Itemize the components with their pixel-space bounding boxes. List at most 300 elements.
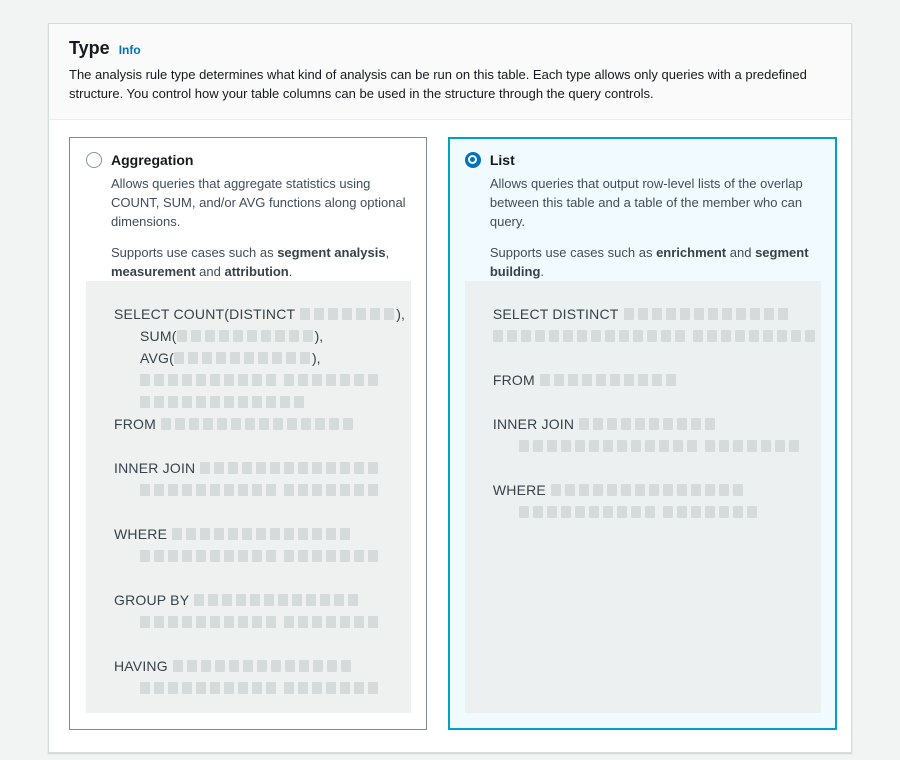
sql-placeholder-block [547, 506, 557, 518]
sql-placeholder-block [661, 330, 671, 342]
sql-placeholder-block [201, 660, 211, 672]
sql-placeholder-block [326, 374, 336, 386]
sql-placeholder-block [298, 616, 308, 628]
sql-placeholder-block [565, 484, 575, 496]
sql-placeholder-block [256, 528, 266, 540]
sql-placeholder-group [161, 418, 353, 430]
sql-placeholder-block [196, 484, 206, 496]
sql-keyword: FROM [114, 415, 157, 432]
sql-placeholder-block [635, 418, 645, 430]
sql-placeholder-block [354, 374, 364, 386]
sql-placeholder-block [175, 418, 185, 430]
sql-placeholder-block [242, 528, 252, 540]
sql-placeholder-block [222, 594, 232, 606]
sql-placeholder-block [210, 484, 220, 496]
tile-aggregation[interactable] [69, 137, 427, 730]
sql-placeholder-block [182, 484, 192, 496]
tile-text-list [490, 174, 821, 281]
sql-placeholder-block [196, 616, 206, 628]
sql-placeholder-block [533, 440, 543, 452]
panel-header [49, 24, 851, 120]
sql-placeholder-block [354, 616, 364, 628]
sql-placeholder-block [270, 462, 280, 474]
sql-placeholder-block [326, 616, 336, 628]
sql-placeholder-block [196, 374, 206, 386]
sql-placeholder-block [219, 330, 229, 342]
sql-placeholder-block [368, 616, 378, 628]
sql-placeholder-block [561, 440, 571, 452]
tile-label-aggregation: Aggregation [111, 151, 194, 168]
sql-placeholder-block [547, 440, 557, 452]
sql-line [114, 479, 405, 501]
sql-keyword: SELECT DISTINCT [492, 305, 619, 322]
sql-suffix: ), [396, 305, 405, 322]
sql-placeholder-block [605, 330, 615, 342]
sql-placeholder-block [638, 308, 648, 320]
sql-placeholder-block [705, 506, 715, 518]
sql-placeholder-block [596, 374, 606, 386]
sql-placeholder-block [764, 308, 774, 320]
sql-placeholder-block [168, 374, 178, 386]
sql-placeholder-group [140, 616, 276, 628]
sql-placeholder-block [278, 594, 288, 606]
sql-keyword: INNER JOIN [114, 459, 196, 476]
sql-placeholder-block [161, 418, 171, 430]
sql-placeholder-group [177, 330, 313, 342]
sql-placeholder-block [140, 550, 150, 562]
sql-placeholder-block [591, 330, 601, 342]
sql-placeholder-block [275, 330, 285, 342]
sql-placeholder-block [340, 484, 350, 496]
sql-placeholder-block [238, 550, 248, 562]
sql-placeholder-block [261, 330, 271, 342]
sql-placeholder-block [340, 528, 350, 540]
sql-placeholder-block [340, 682, 350, 694]
sql-placeholder-block [252, 682, 262, 694]
sql-placeholder-block [326, 528, 336, 540]
sql-placeholder-block [673, 440, 683, 452]
sql-placeholder-block [284, 550, 294, 562]
sql-placeholder-block [298, 462, 308, 474]
sql-placeholder-block [540, 374, 550, 386]
sql-placeholder-block [168, 396, 178, 408]
sql-placeholder-block [300, 352, 310, 364]
sql-placeholder-group [705, 440, 799, 452]
sql-placeholder-block [252, 396, 262, 408]
sql-placeholder-block [243, 660, 253, 672]
sql-placeholder-block [561, 506, 571, 518]
sql-placeholder-block [533, 506, 543, 518]
sql-placeholder-block [368, 682, 378, 694]
sql-placeholder-block [154, 616, 164, 628]
sql-placeholder-block [775, 440, 785, 452]
panel-description: The analysis rule type determines what kind of analysis can be run on this table. Each type allows only queries with a predefined structure. You control how your table columns can be used in the structure through the query controls. [69, 67, 807, 101]
sql-placeholder-block [286, 352, 296, 364]
sql-placeholder-block [257, 660, 267, 672]
sql-placeholder-block [342, 308, 352, 320]
sql-placeholder-block [645, 506, 655, 518]
sql-placeholder-block [535, 330, 545, 342]
tile-description: Allows queries that output row-level lists of the overlap between this table and a table of the member who can query. [489, 175, 803, 229]
sql-line [114, 303, 405, 325]
sql-placeholder-block [327, 660, 337, 672]
sql-placeholder-block [312, 550, 322, 562]
sql-placeholder-block [340, 550, 350, 562]
sql-line [114, 391, 405, 413]
sql-placeholder-block [521, 330, 531, 342]
sql-placeholder-block [140, 682, 150, 694]
sql-placeholder-block [231, 418, 241, 430]
info-link[interactable]: Info [118, 43, 141, 57]
sql-placeholder-block [677, 506, 687, 518]
sql-placeholder-group [300, 308, 394, 320]
sql-keyword: INNER JOIN [492, 415, 575, 432]
sql-placeholder-block [224, 682, 234, 694]
sql-placeholder-block [252, 374, 262, 386]
sql-line [114, 655, 405, 677]
sql-line [114, 523, 405, 545]
page-title: Type [69, 38, 110, 58]
sql-placeholder-group [140, 374, 276, 386]
sql-placeholder-block [224, 616, 234, 628]
sql-placeholder-block [777, 330, 787, 342]
sql-placeholder-block [549, 330, 559, 342]
sql-placeholder-block [284, 462, 294, 474]
sql-placeholder-block [519, 506, 529, 518]
sql-placeholder-block [691, 418, 701, 430]
sql-placeholder-block [568, 374, 578, 386]
sql-placeholder-block [638, 374, 648, 386]
sql-placeholder-block [273, 418, 283, 430]
sql-placeholder-group [140, 396, 304, 408]
sql-placeholder-block [341, 660, 351, 672]
sql-placeholder-block [354, 462, 364, 474]
sql-placeholder-block [593, 418, 603, 430]
sql-placeholder-block [224, 550, 234, 562]
sql-placeholder-block [705, 418, 715, 430]
sql-placeholder-block [284, 528, 294, 540]
sql-placeholder-block [224, 396, 234, 408]
sql-placeholder-block [238, 484, 248, 496]
sql-keyword: SUM( [140, 327, 177, 344]
sql-placeholder-group [519, 506, 655, 518]
sql-placeholder-block [154, 550, 164, 562]
sql-placeholder-block [140, 396, 150, 408]
sql-placeholder-block [368, 484, 378, 496]
sql-placeholder-block [266, 682, 276, 694]
sql-placeholder-block [238, 616, 248, 628]
sql-placeholder-block [326, 682, 336, 694]
sql-placeholder-block [763, 330, 773, 342]
sql-placeholder-block [736, 308, 746, 320]
sql-suffix: ), [314, 327, 324, 344]
sql-placeholder-block [579, 484, 589, 496]
sql-placeholder-block [354, 550, 364, 562]
sql-placeholder-block [313, 660, 323, 672]
sql-placeholder-block [326, 550, 336, 562]
sql-placeholder-block [663, 484, 673, 496]
sql-placeholder-block [200, 462, 210, 474]
sql-placeholder-block [245, 418, 255, 430]
sql-placeholder-group [200, 462, 378, 474]
sql-placeholder-block [252, 550, 262, 562]
sql-line [114, 369, 405, 391]
sql-placeholder-block [666, 374, 676, 386]
sql-placeholder-group [284, 374, 378, 386]
sql-placeholder-block [593, 484, 603, 496]
sql-placeholder-block [554, 374, 564, 386]
sql-placeholder-block [312, 682, 322, 694]
sql-placeholder-block [224, 374, 234, 386]
sql-placeholder-block [519, 440, 529, 452]
sql-placeholder-block [215, 660, 225, 672]
tile-text-aggregation [111, 174, 411, 281]
sql-line [114, 677, 405, 699]
tile-header-aggregation [86, 150, 411, 170]
sql-placeholder-block [252, 616, 262, 628]
sql-placeholder-block [299, 660, 309, 672]
sql-placeholder-block [238, 682, 248, 694]
sql-placeholder-block [298, 550, 308, 562]
sql-placeholder-block [789, 440, 799, 452]
sql-placeholder-group [194, 594, 358, 606]
sql-placeholder-block [208, 594, 218, 606]
radio-aggregation[interactable] [86, 152, 102, 168]
sql-placeholder-block [258, 352, 268, 364]
sql-placeholder-block [691, 506, 701, 518]
sql-placeholder-block [691, 484, 701, 496]
sql-placeholder-block [368, 462, 378, 474]
sql-placeholder-block [187, 660, 197, 672]
sql-placeholder-block [228, 462, 238, 474]
sql-line [493, 325, 815, 347]
sql-placeholder-block [705, 440, 715, 452]
sql-line [114, 589, 405, 611]
sql-placeholder-block [294, 396, 304, 408]
sql-placeholder-block [624, 374, 634, 386]
sql-placeholder-block [188, 352, 198, 364]
sql-placeholder-block [343, 418, 353, 430]
sql-keyword: WHERE [492, 481, 546, 498]
sql-placeholder-block [633, 330, 643, 342]
sql-keyword: HAVING [114, 657, 168, 674]
sql-placeholder-block [182, 374, 192, 386]
sql-placeholder-block [707, 330, 717, 342]
sql-line [493, 303, 815, 325]
sql-placeholder-group [284, 484, 378, 496]
sql-placeholder-block [610, 374, 620, 386]
sql-placeholder-block [228, 528, 238, 540]
sql-placeholder-block [635, 484, 645, 496]
sql-placeholder-group [172, 528, 350, 540]
sql-placeholder-block [621, 484, 631, 496]
tile-header-list [465, 150, 821, 170]
sql-placeholder-block [747, 506, 757, 518]
sql-placeholder-block [210, 550, 220, 562]
tile-use-cases: Supports use cases such as segment analysis, measurement and attribution. [111, 244, 390, 279]
sql-placeholder-block [210, 682, 220, 694]
sql-placeholder-block [719, 484, 729, 496]
sql-placeholder-block [205, 330, 215, 342]
sql-placeholder-block [624, 308, 634, 320]
sql-placeholder-block [693, 330, 703, 342]
sql-keyword: WHERE [114, 525, 168, 542]
sql-placeholder-block [203, 418, 213, 430]
sql-placeholder-block [722, 308, 732, 320]
tile-list[interactable] [448, 137, 837, 730]
sql-placeholder-block [312, 462, 322, 474]
sql-line [493, 501, 815, 523]
sql-placeholder-block [266, 374, 276, 386]
sql-placeholder-block [507, 330, 517, 342]
sql-placeholder-block [677, 484, 687, 496]
sql-placeholder-block [229, 660, 239, 672]
sql-placeholder-block [202, 352, 212, 364]
sql-placeholder-block [154, 484, 164, 496]
sql-placeholder-block [173, 660, 183, 672]
sql-placeholder-block [250, 594, 260, 606]
sql-placeholder-block [312, 374, 322, 386]
sql-line [114, 413, 405, 435]
sql-placeholder-group [551, 484, 743, 496]
sql-placeholder-block [168, 616, 178, 628]
sql-placeholder-block [659, 440, 669, 452]
sql-placeholder-block [236, 594, 246, 606]
sql-placeholder-block [621, 418, 631, 430]
sql-placeholder-block [284, 374, 294, 386]
sql-placeholder-block [563, 330, 573, 342]
tile-use-cases: Supports use cases such as enrichment and segment building. [489, 244, 809, 279]
sql-placeholder-block [315, 418, 325, 430]
sql-placeholder-block [675, 330, 685, 342]
sql-placeholder-block [619, 330, 629, 342]
sql-line [493, 435, 815, 457]
sql-placeholder-block [298, 374, 308, 386]
sql-placeholder-block [238, 396, 248, 408]
sql-placeholder-block [242, 462, 252, 474]
sql-placeholder-block [320, 594, 330, 606]
sql-placeholder-group [540, 374, 676, 386]
sql-placeholder-block [312, 616, 322, 628]
sql-placeholder-block [284, 484, 294, 496]
sql-placeholder-block [617, 440, 627, 452]
sql-placeholder-block [778, 308, 788, 320]
sql-placeholder-block [252, 484, 262, 496]
sql-placeholder-block [292, 594, 302, 606]
sql-placeholder-block [154, 682, 164, 694]
sql-placeholder-block [719, 506, 729, 518]
sql-placeholder-block [326, 484, 336, 496]
sql-placeholder-block [607, 484, 617, 496]
sql-placeholder-block [300, 308, 310, 320]
sql-placeholder-block [735, 330, 745, 342]
sql-placeholder-block [582, 374, 592, 386]
sql-placeholder-block [645, 440, 655, 452]
sql-placeholder-block [805, 330, 815, 342]
sql-placeholder-block [172, 528, 182, 540]
tile-description: Allows queries that aggregate statistics using COUNT, SUM, and/or AVG functions along optional dimensions. [111, 175, 406, 229]
sql-placeholder-block [733, 440, 743, 452]
sql-placeholder-block [607, 418, 617, 430]
sql-placeholder-block [719, 440, 729, 452]
sql-placeholder-block [264, 594, 274, 606]
sql-preview-list [465, 281, 821, 713]
sql-placeholder-block [168, 682, 178, 694]
sql-placeholder-block [328, 308, 338, 320]
sql-placeholder-block [306, 594, 316, 606]
sql-placeholder-block [652, 308, 662, 320]
sql-placeholder-block [270, 528, 280, 540]
sql-placeholder-block [733, 506, 743, 518]
sql-placeholder-block [589, 440, 599, 452]
sql-placeholder-block [603, 440, 613, 452]
sql-placeholder-block [271, 660, 281, 672]
sql-placeholder-block [196, 682, 206, 694]
sql-suffix: ), [312, 349, 321, 366]
analysis-rule-type-panel [48, 23, 852, 753]
sql-placeholder-block [182, 682, 192, 694]
sql-placeholder-block [354, 484, 364, 496]
sql-placeholder-group [693, 330, 815, 342]
tile-label-list: List [489, 151, 515, 168]
sql-placeholder-block [312, 484, 322, 496]
sql-placeholder-block [256, 462, 266, 474]
sql-placeholder-block [285, 660, 295, 672]
sql-placeholder-block [194, 594, 204, 606]
sql-placeholder-block [384, 308, 394, 320]
sql-placeholder-group [284, 616, 378, 628]
sql-placeholder-block [287, 418, 297, 430]
sql-placeholder-block [663, 418, 673, 430]
sql-placeholder-block [303, 330, 313, 342]
sql-placeholder-block [750, 308, 760, 320]
sql-placeholder-block [210, 396, 220, 408]
sql-line [114, 611, 405, 633]
sql-placeholder-block [182, 396, 192, 408]
sql-placeholder-block [649, 418, 659, 430]
sql-placeholder-block [272, 352, 282, 364]
sql-placeholder-block [749, 330, 759, 342]
sql-placeholder-group [173, 660, 351, 672]
sql-placeholder-group [140, 682, 276, 694]
panel-title-row [69, 38, 831, 59]
sql-placeholder-block [312, 528, 322, 540]
sql-placeholder-block [652, 374, 662, 386]
sql-placeholder-block [649, 484, 659, 496]
sql-placeholder-block [677, 418, 687, 430]
sql-placeholder-block [631, 506, 641, 518]
radio-list[interactable] [465, 152, 481, 168]
sql-placeholder-group [663, 506, 757, 518]
sql-keyword: GROUP BY [114, 591, 190, 608]
sql-placeholder-block [182, 616, 192, 628]
sql-placeholder-block [140, 374, 150, 386]
tile-selection-group [49, 120, 851, 752]
sql-placeholder-group [493, 330, 685, 342]
sql-placeholder-group [579, 418, 715, 430]
sql-placeholder-block [259, 418, 269, 430]
sql-placeholder-block [233, 330, 243, 342]
sql-placeholder-group [624, 308, 788, 320]
sql-keyword: SELECT COUNT(DISTINCT [114, 305, 296, 322]
sql-placeholder-block [168, 550, 178, 562]
sql-placeholder-block [577, 330, 587, 342]
sql-placeholder-block [631, 440, 641, 452]
sql-placeholder-block [200, 528, 210, 540]
sql-placeholder-group [174, 352, 310, 364]
sql-placeholder-block [617, 506, 627, 518]
sql-placeholder-block [284, 616, 294, 628]
